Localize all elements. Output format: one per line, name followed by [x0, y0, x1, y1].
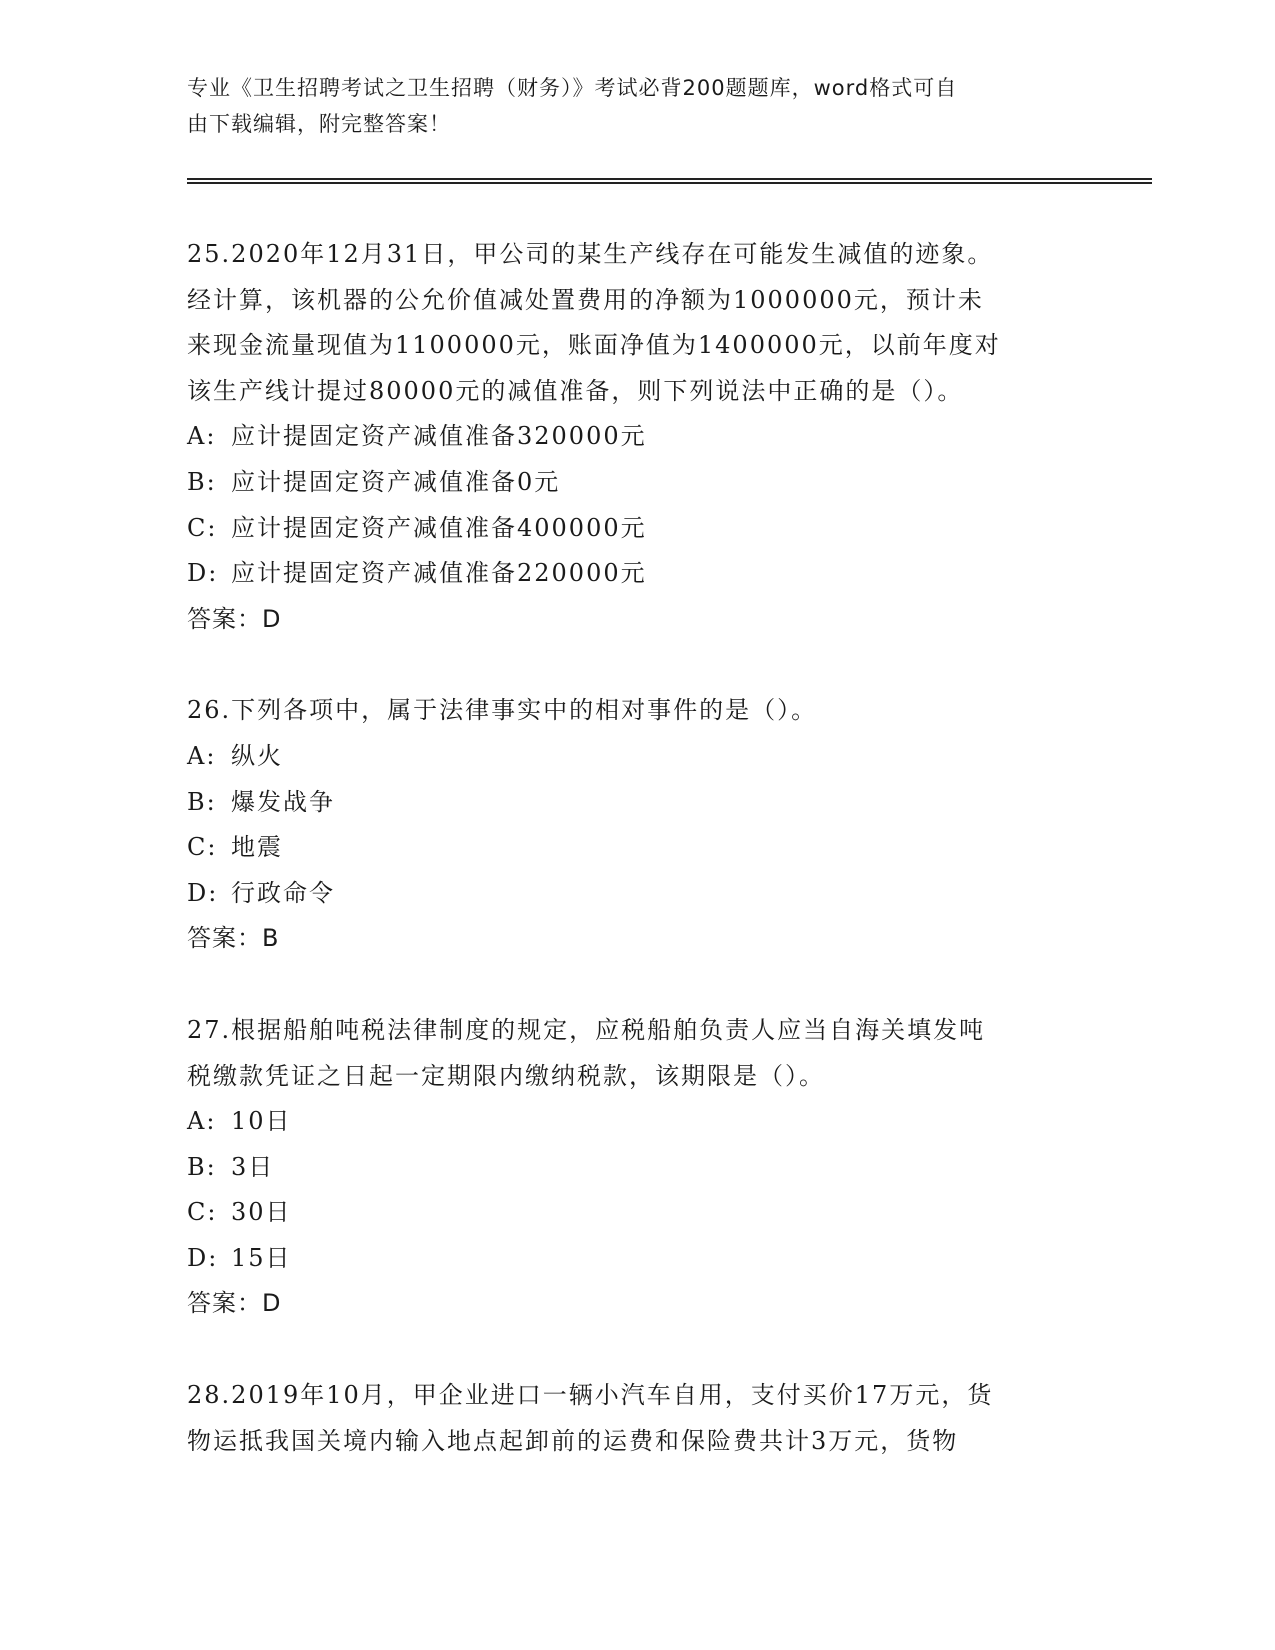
option-d: [187, 1236, 1087, 1282]
header-line-2: 由下载编辑，附完整答案！: [187, 112, 451, 136]
question-25: [187, 232, 1087, 642]
question-stem-line: 26.下列各项中，属于法律事实中的相对事件的是（）。: [187, 696, 818, 725]
question-26: [187, 688, 1087, 962]
option-text: 应计提固定资产减值准备320000元: [231, 422, 647, 451]
document-header: [187, 70, 1067, 142]
option-b: [187, 460, 1087, 506]
header-divider: [187, 178, 1152, 184]
question-stem-line: 27.根据船舶吨税法律制度的规定，应税船舶负责人应当自海关填发吨: [187, 1015, 986, 1044]
question-stem-line: 28.2019年10月，甲企业进口一辆小汽车自用，支付买价17万元，货: [187, 1381, 994, 1410]
option-letter: A:: [187, 1107, 217, 1136]
option-text: 应计提固定资产减值准备0元: [231, 467, 561, 496]
answer-line: 答案：D: [187, 1289, 282, 1318]
option-a: [187, 734, 1087, 780]
answer-line: 答案：B: [187, 924, 280, 953]
option-text: 地震: [231, 833, 283, 862]
option-d: [187, 871, 1087, 917]
option-text: 30日: [231, 1198, 292, 1227]
question-stem-line: 物运抵我国关境内输入地点起卸前的运费和保险费共计3万元，货物: [187, 1426, 959, 1455]
question-28: [187, 1373, 1087, 1464]
question-stem-line: 税缴款凭证之日起一定期限内缴纳税款，该期限是（）。: [187, 1061, 825, 1090]
option-text: 10日: [231, 1107, 292, 1136]
option-letter: B:: [187, 1152, 217, 1181]
option-b: [187, 1145, 1087, 1191]
option-c: [187, 506, 1087, 552]
option-text: 应计提固定资产减值准备400000元: [231, 513, 647, 542]
option-letter: D:: [187, 559, 219, 588]
option-text: 纵火: [231, 741, 283, 770]
answer-line: 答案：D: [187, 604, 282, 633]
question-stem-line: 来现金流量现值为1100000元，账面净值为1400000元，以前年度对: [187, 331, 1001, 360]
option-letter: C:: [187, 1198, 218, 1227]
question-stem-line: 经计算，该机器的公允价值减处置费用的净额为1000000元，预计未: [187, 285, 984, 314]
option-text: 应计提固定资产减值准备220000元: [231, 559, 647, 588]
option-text: 15日: [231, 1243, 292, 1272]
option-letter: C:: [187, 513, 218, 542]
option-letter: C:: [187, 833, 218, 862]
question-stem-line: 25.2020年12月31日，甲公司的某生产线存在可能发生减值的迹象。: [187, 240, 994, 268]
option-letter: A:: [187, 422, 217, 451]
option-b: [187, 780, 1087, 826]
question-27: [187, 1008, 1087, 1327]
option-d: [187, 551, 1087, 597]
option-letter: B:: [187, 787, 217, 816]
header-line-1: 专业《卫生招聘考试之卫生招聘（财务）》考试必背200题题库，word格式可自: [187, 76, 958, 100]
option-text: 行政命令: [231, 878, 335, 907]
question-stem-line: 该生产线计提过80000元的减值准备，则下列说法中正确的是（）。: [187, 376, 964, 405]
option-letter: B:: [187, 467, 217, 496]
option-a: [187, 414, 1087, 460]
option-text: 3日: [231, 1152, 275, 1181]
option-letter: D:: [187, 1243, 219, 1272]
option-c: [187, 1190, 1087, 1236]
option-c: [187, 825, 1087, 871]
option-letter: D:: [187, 878, 219, 907]
option-a: [187, 1099, 1087, 1145]
option-text: 爆发战争: [231, 787, 335, 816]
question-list: [187, 232, 1087, 1510]
option-letter: A:: [187, 741, 217, 770]
